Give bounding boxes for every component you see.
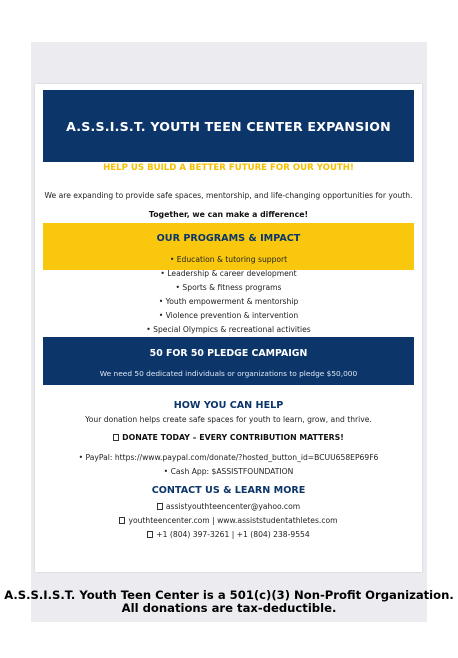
help-heading: HOW YOU CAN HELP: [173, 400, 284, 411]
program-item: • Violence prevention & intervention: [158, 311, 299, 320]
pledge-banner: [43, 337, 414, 385]
phone-numbers[interactable]: +1 (804) 397-3261 | +1 (804) 238-9554: [156, 530, 310, 539]
footer-line-2: All donations are tax-deductible.: [121, 601, 337, 615]
program-item: • Leadership & career development: [160, 269, 297, 278]
website-links[interactable]: youthteencenter.com | www.assiststudentathletes.com: [128, 516, 338, 525]
flyer-subtitle: HELP US BUILD A BETTER FUTURE FOR OUR YOUTH!: [103, 163, 354, 173]
phone-glyph-icon: [147, 531, 153, 538]
footer-line-1: A.S.S.I.S.T. Youth Teen Center is a 501(c)(3) Non-Profit Organization.: [4, 588, 454, 602]
programs-heading: OUR PROGRAMS & IMPACT: [156, 233, 301, 244]
title-banner: [43, 90, 414, 162]
email-link[interactable]: assistyouthteencenter@yahoo.com: [165, 502, 301, 511]
program-item: • Special Olympics & recreational activities: [146, 325, 311, 334]
email-glyph-icon: [157, 503, 163, 510]
web-glyph-icon: [119, 517, 125, 524]
program-item: • Sports & fitness programs: [175, 283, 282, 292]
flyer: [35, 84, 422, 572]
warning-glyph-icon: [113, 434, 119, 441]
cashapp-text: • Cash App: $ASSISTFOUNDATION: [163, 467, 294, 476]
pledge-heading: 50 FOR 50 PLEDGE CAMPAIGN: [149, 348, 308, 359]
phone-line: [35, 530, 422, 539]
contact-heading: CONTACT US & LEARN MORE: [151, 485, 306, 496]
email-line: [35, 502, 422, 511]
flyer-title: A.S.S.I.S.T. YOUTH TEEN CENTER EXPANSION: [66, 118, 391, 134]
pledge-text: We need 50 dedicated individuals or organizations to pledge $50,000: [99, 369, 358, 378]
paypal-link[interactable]: • PayPal: https://www.paypal.com/donate/?hosted_button_id=BCUU658EP69F6: [78, 453, 379, 462]
help-text: Your donation helps create safe spaces for youth to learn, grow, and thrive.: [85, 415, 372, 424]
website-line: [35, 516, 422, 525]
program-item: • Youth empowerment & mentorship: [158, 297, 299, 306]
intro-text: We are expanding to provide safe spaces, mentorship, and life-changing opportunities for youth.: [44, 191, 413, 200]
together-text: Together, we can make a difference!: [148, 210, 309, 219]
donate-line: [35, 433, 422, 442]
program-item: • Education & tutoring support: [169, 255, 288, 264]
footer-note: [0, 589, 458, 615]
donate-text: DONATE TODAY – EVERY CONTRIBUTION MATTERS!: [122, 433, 344, 442]
